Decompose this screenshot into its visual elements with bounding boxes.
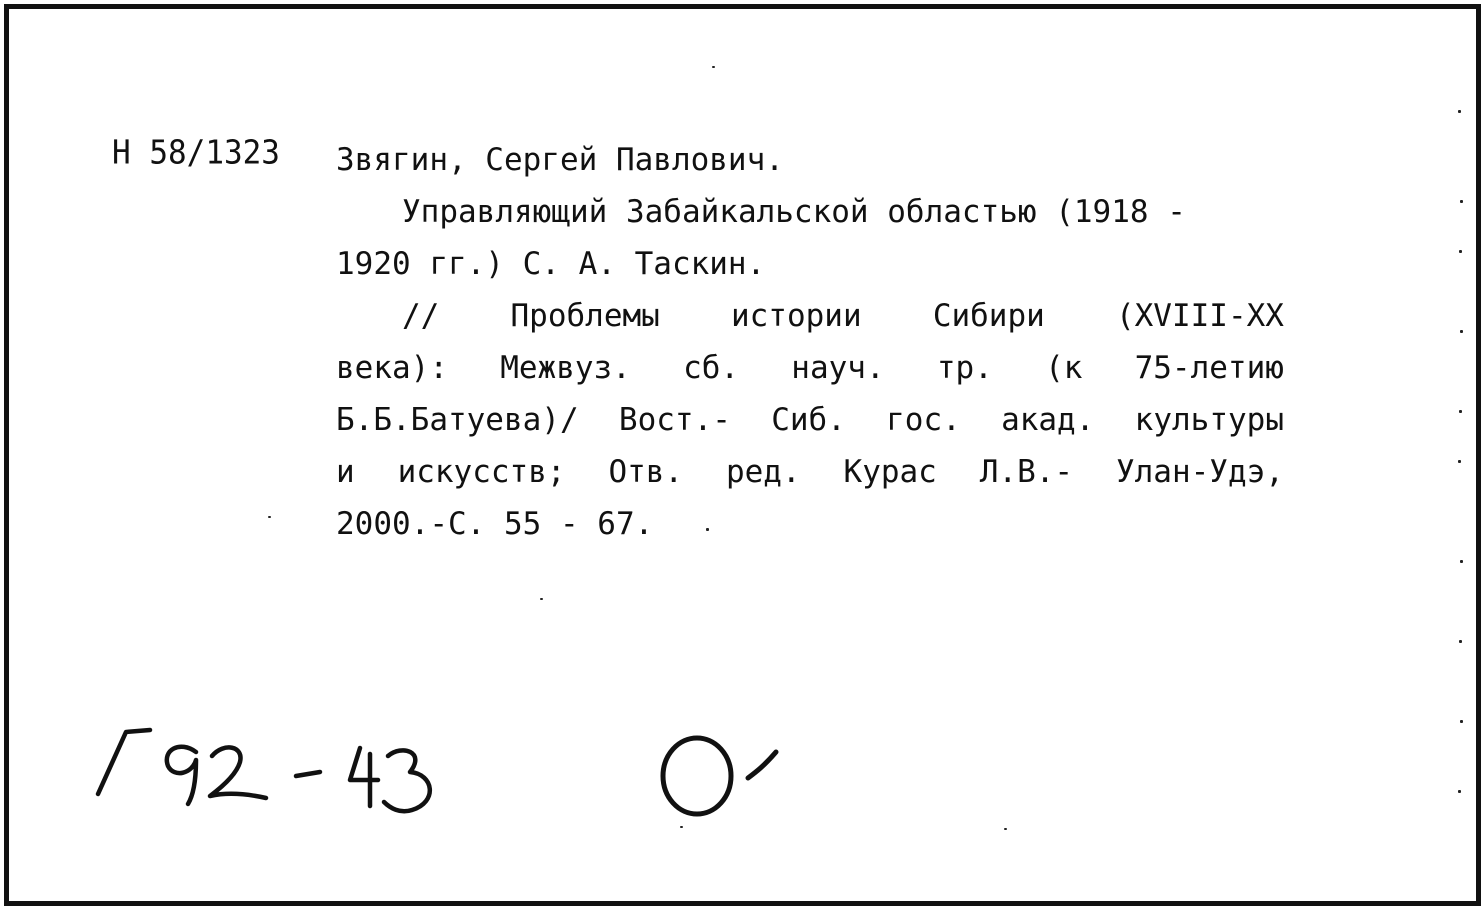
- speck: [1459, 410, 1462, 413]
- handwritten-code: [88, 722, 468, 832]
- entry-word: века):: [336, 350, 448, 386]
- speck: [1459, 640, 1462, 643]
- source-line-1: [336, 290, 1284, 342]
- speck: [1460, 560, 1463, 563]
- entry-word: науч.: [791, 350, 885, 386]
- entry-word: Проблемы: [510, 298, 660, 334]
- speck: [706, 528, 709, 531]
- speck: [1460, 200, 1463, 203]
- speck: [1458, 460, 1461, 463]
- speck: [712, 66, 715, 68]
- entry-word: и: [336, 454, 355, 490]
- entry-word: (XVIII-XX: [1115, 298, 1284, 334]
- entry-word: Отв.: [608, 454, 684, 490]
- source-line-2: [336, 342, 1284, 394]
- speck: [1459, 250, 1462, 253]
- source-line-4: [336, 446, 1284, 498]
- speck: [1460, 330, 1463, 333]
- entry-word: культуры: [1134, 402, 1284, 438]
- title-line-2: 1920 гг.) С. А. Таскин.: [336, 246, 766, 282]
- entry-word: гос.: [886, 402, 961, 438]
- entry-word: Межвуз.: [500, 350, 631, 386]
- source-line-5: 2000.-С. 55 - 67.: [336, 506, 654, 542]
- entry-word: Улан-Удэ,: [1115, 454, 1284, 490]
- speck: [1458, 110, 1461, 113]
- speck: [268, 516, 271, 518]
- entry-word: искусств;: [397, 454, 566, 490]
- entry-word: тр.: [936, 350, 993, 386]
- entry-word: (к: [1045, 350, 1083, 386]
- entry-word: истории: [730, 298, 862, 334]
- entry-word: Сибири: [932, 298, 1045, 334]
- speck: [1458, 790, 1461, 793]
- entry-word: Сиб.: [771, 402, 846, 438]
- source-line-3: [336, 394, 1284, 446]
- entry-word: сб.: [683, 350, 740, 386]
- entry-word: //: [402, 298, 440, 334]
- speck: [1460, 720, 1463, 723]
- handwritten-circle-mark: [652, 726, 792, 826]
- author-line: Звягин, Сергей Павлович.: [336, 142, 784, 178]
- entry-word: 75-летию: [1134, 350, 1284, 386]
- title-line-1: Управляющий Забайкальской областью (1918 -: [402, 194, 1186, 230]
- entry-word: акад.: [1001, 402, 1095, 438]
- entry-word: Л.В.-: [979, 454, 1074, 490]
- speck: [680, 826, 683, 828]
- speck: [1004, 828, 1007, 830]
- entry-word: Курас: [843, 454, 937, 490]
- entry-word: ред.: [725, 454, 801, 490]
- shelf-mark: Н 58/1323: [112, 134, 280, 172]
- bibliographic-entry: [336, 134, 1284, 550]
- entry-word: Вост.-: [618, 402, 731, 438]
- entry-word: Б.Б.Батуева)/: [336, 402, 579, 438]
- speck: [540, 598, 543, 600]
